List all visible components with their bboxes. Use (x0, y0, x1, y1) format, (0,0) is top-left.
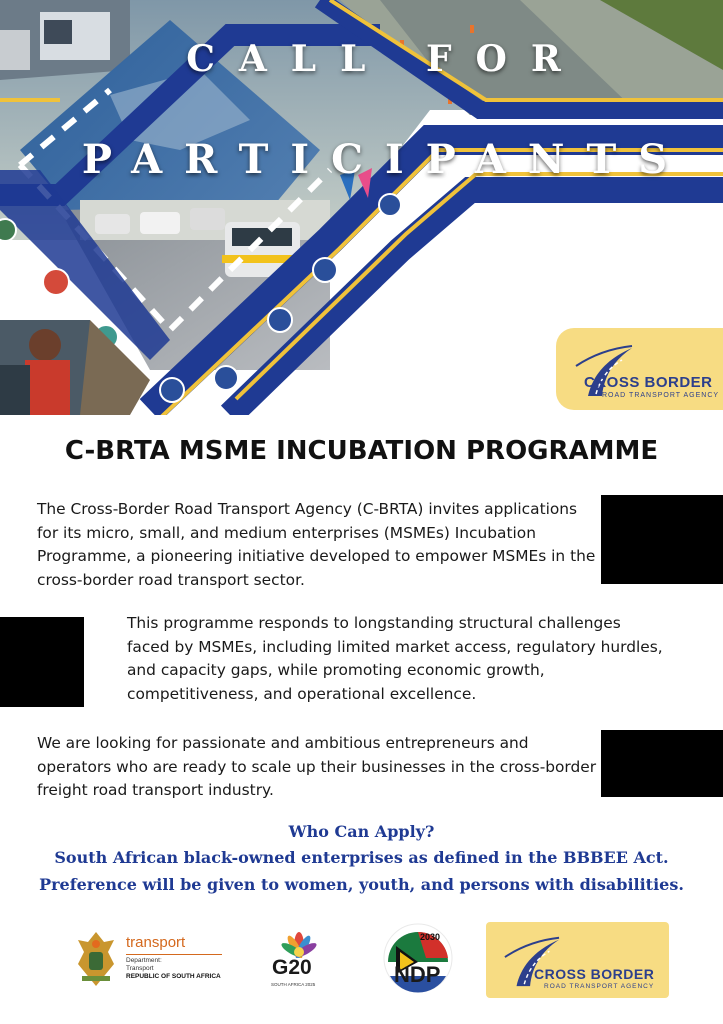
redaction-block (601, 495, 723, 584)
eligibility-line: South African black-owned enterprises as defined in the BBBEE Act. (54, 848, 669, 867)
transport-logo-name: transport (126, 934, 186, 951)
cross-border-logo-subtitle: ROAD TRANSPORT AGENCY (602, 392, 720, 399)
transport-logo-dept2: Transport (126, 965, 154, 972)
programme-heading: C-BRTA MSME INCUBATION PROGRAMME (64, 436, 659, 466)
transport-logo-country: REPUBLIC OF SOUTH AFRICA (126, 973, 221, 980)
g20-logo-name: G20 (272, 956, 312, 979)
redaction-block (0, 617, 84, 707)
ndp-logo-year: 2030 (420, 932, 441, 942)
transport-logo-rule (126, 954, 222, 955)
cross-border-logo-footer (486, 922, 669, 998)
hero-title-line1: CALL FOR (186, 38, 585, 80)
intro-paragraph: The Cross-Border Road Transport Agency (C-BRTA) invites applications for its micro, small, and medium enterprises (MSMEs) Incubation Programme, a pioneering initiative developed to empower MSMEs in the cross-border road transport sector. (37, 500, 596, 589)
preference-line: Preference will be given to women, youth, and persons with disabilities. (39, 875, 684, 894)
challenges-paragraph: This programme responds to longstanding structural challenges faced by MSMEs, including limited market access, regulatory hurdles, and capacity gaps, while promoting economic growth, competitiveness, and operational excellence. (127, 614, 663, 703)
g20-logo (268, 922, 330, 992)
g20-logo-subtitle: SOUTH AFRICA 2025 (271, 982, 316, 987)
cross-border-logo-header (556, 328, 723, 410)
transport-department-logo (74, 928, 224, 988)
hero-title-line2: PARTICIPANTS (81, 136, 690, 183)
cross-border-footer-name: CROSS BORDER (534, 966, 655, 982)
cross-border-footer-subtitle: ROAD TRANSPORT AGENCY (544, 983, 655, 990)
cross-border-logo-name: CROSS BORDER (584, 374, 713, 391)
who-can-apply-heading: Who Can Apply? (288, 822, 435, 841)
ndp-2030-logo (378, 918, 459, 999)
hero-banner (0, 0, 723, 415)
protea-flower-icon (268, 922, 330, 958)
looking-for-paragraph: We are looking for passionate and ambitious entrepreneurs and operators who are ready to scale up their businesses in the cross-border freight road transport industry. (37, 734, 597, 799)
redaction-block (601, 730, 723, 797)
transport-logo-dept1: Department: (126, 957, 162, 964)
ndp-logo-name: NDP (394, 962, 441, 987)
coat-of-arms-icon (74, 930, 118, 988)
